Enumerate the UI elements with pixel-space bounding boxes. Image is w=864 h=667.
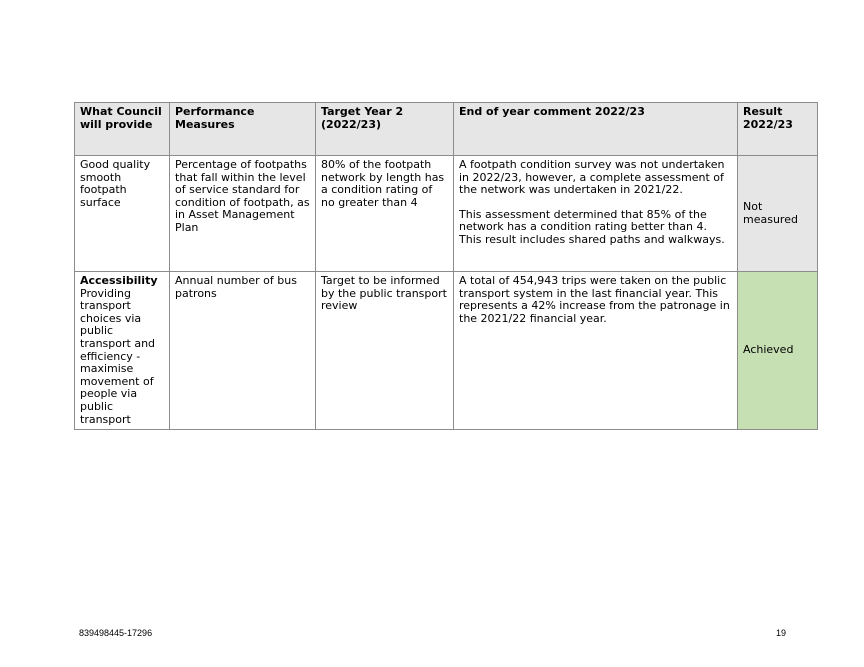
performance-table [74,102,818,430]
cell-comment [454,156,738,272]
cell-measure: Annual number of bus patrons [170,272,316,430]
header-what-council: What Council will provide [75,103,170,156]
comment-paragraph: This assessment determined that 85% of the network has a condition rating better than 4. This result includes shared paths and walkways. [459,207,725,246]
document-id: 839498445-17296 [79,628,153,638]
provide-text: Good quality smooth footpath surface [80,158,151,209]
comment-paragraph: A footpath condition survey was not undertaken in 2022/23, however, a complete assessment of the network was undertaken in 2021/22. [459,158,725,197]
header-result: Result 2022/23 [738,103,818,156]
page-number: 19 [775,628,786,638]
cell-provide [75,156,170,272]
cell-target: 80% of the footpath network by length has a condition rating of no greater than 4 [316,156,454,272]
header-performance-measures: Performance Measures [170,103,316,156]
table-header-row [75,103,818,156]
comment-paragraph: A total of 454,943 trips were taken on the public transport system in the last financial year. This represents a 42% increase from the patronage in the 2021/22 financial year. [459,274,730,325]
table-row [75,272,818,430]
header-end-of-year-comment: End of year comment 2022/23 [454,103,738,156]
header-target-year: Target Year 2 (2022/23) [316,103,454,156]
cell-provide [75,272,170,430]
provide-title: Accessibility [80,274,158,287]
cell-measure: Percentage of footpaths that fall within the level of service standard for condition of footpath, as in Asset Management Plan [170,156,316,272]
cell-result-status: Not measured [738,156,818,272]
cell-target: Target to be informed by the public transport review [316,272,454,430]
cell-result-status: Achieved [738,272,818,430]
table-row [75,156,818,272]
provide-text: Providing transport choices via public transport and efficiency - maximise movement of people via public transport [80,286,156,426]
cell-comment [454,272,738,430]
